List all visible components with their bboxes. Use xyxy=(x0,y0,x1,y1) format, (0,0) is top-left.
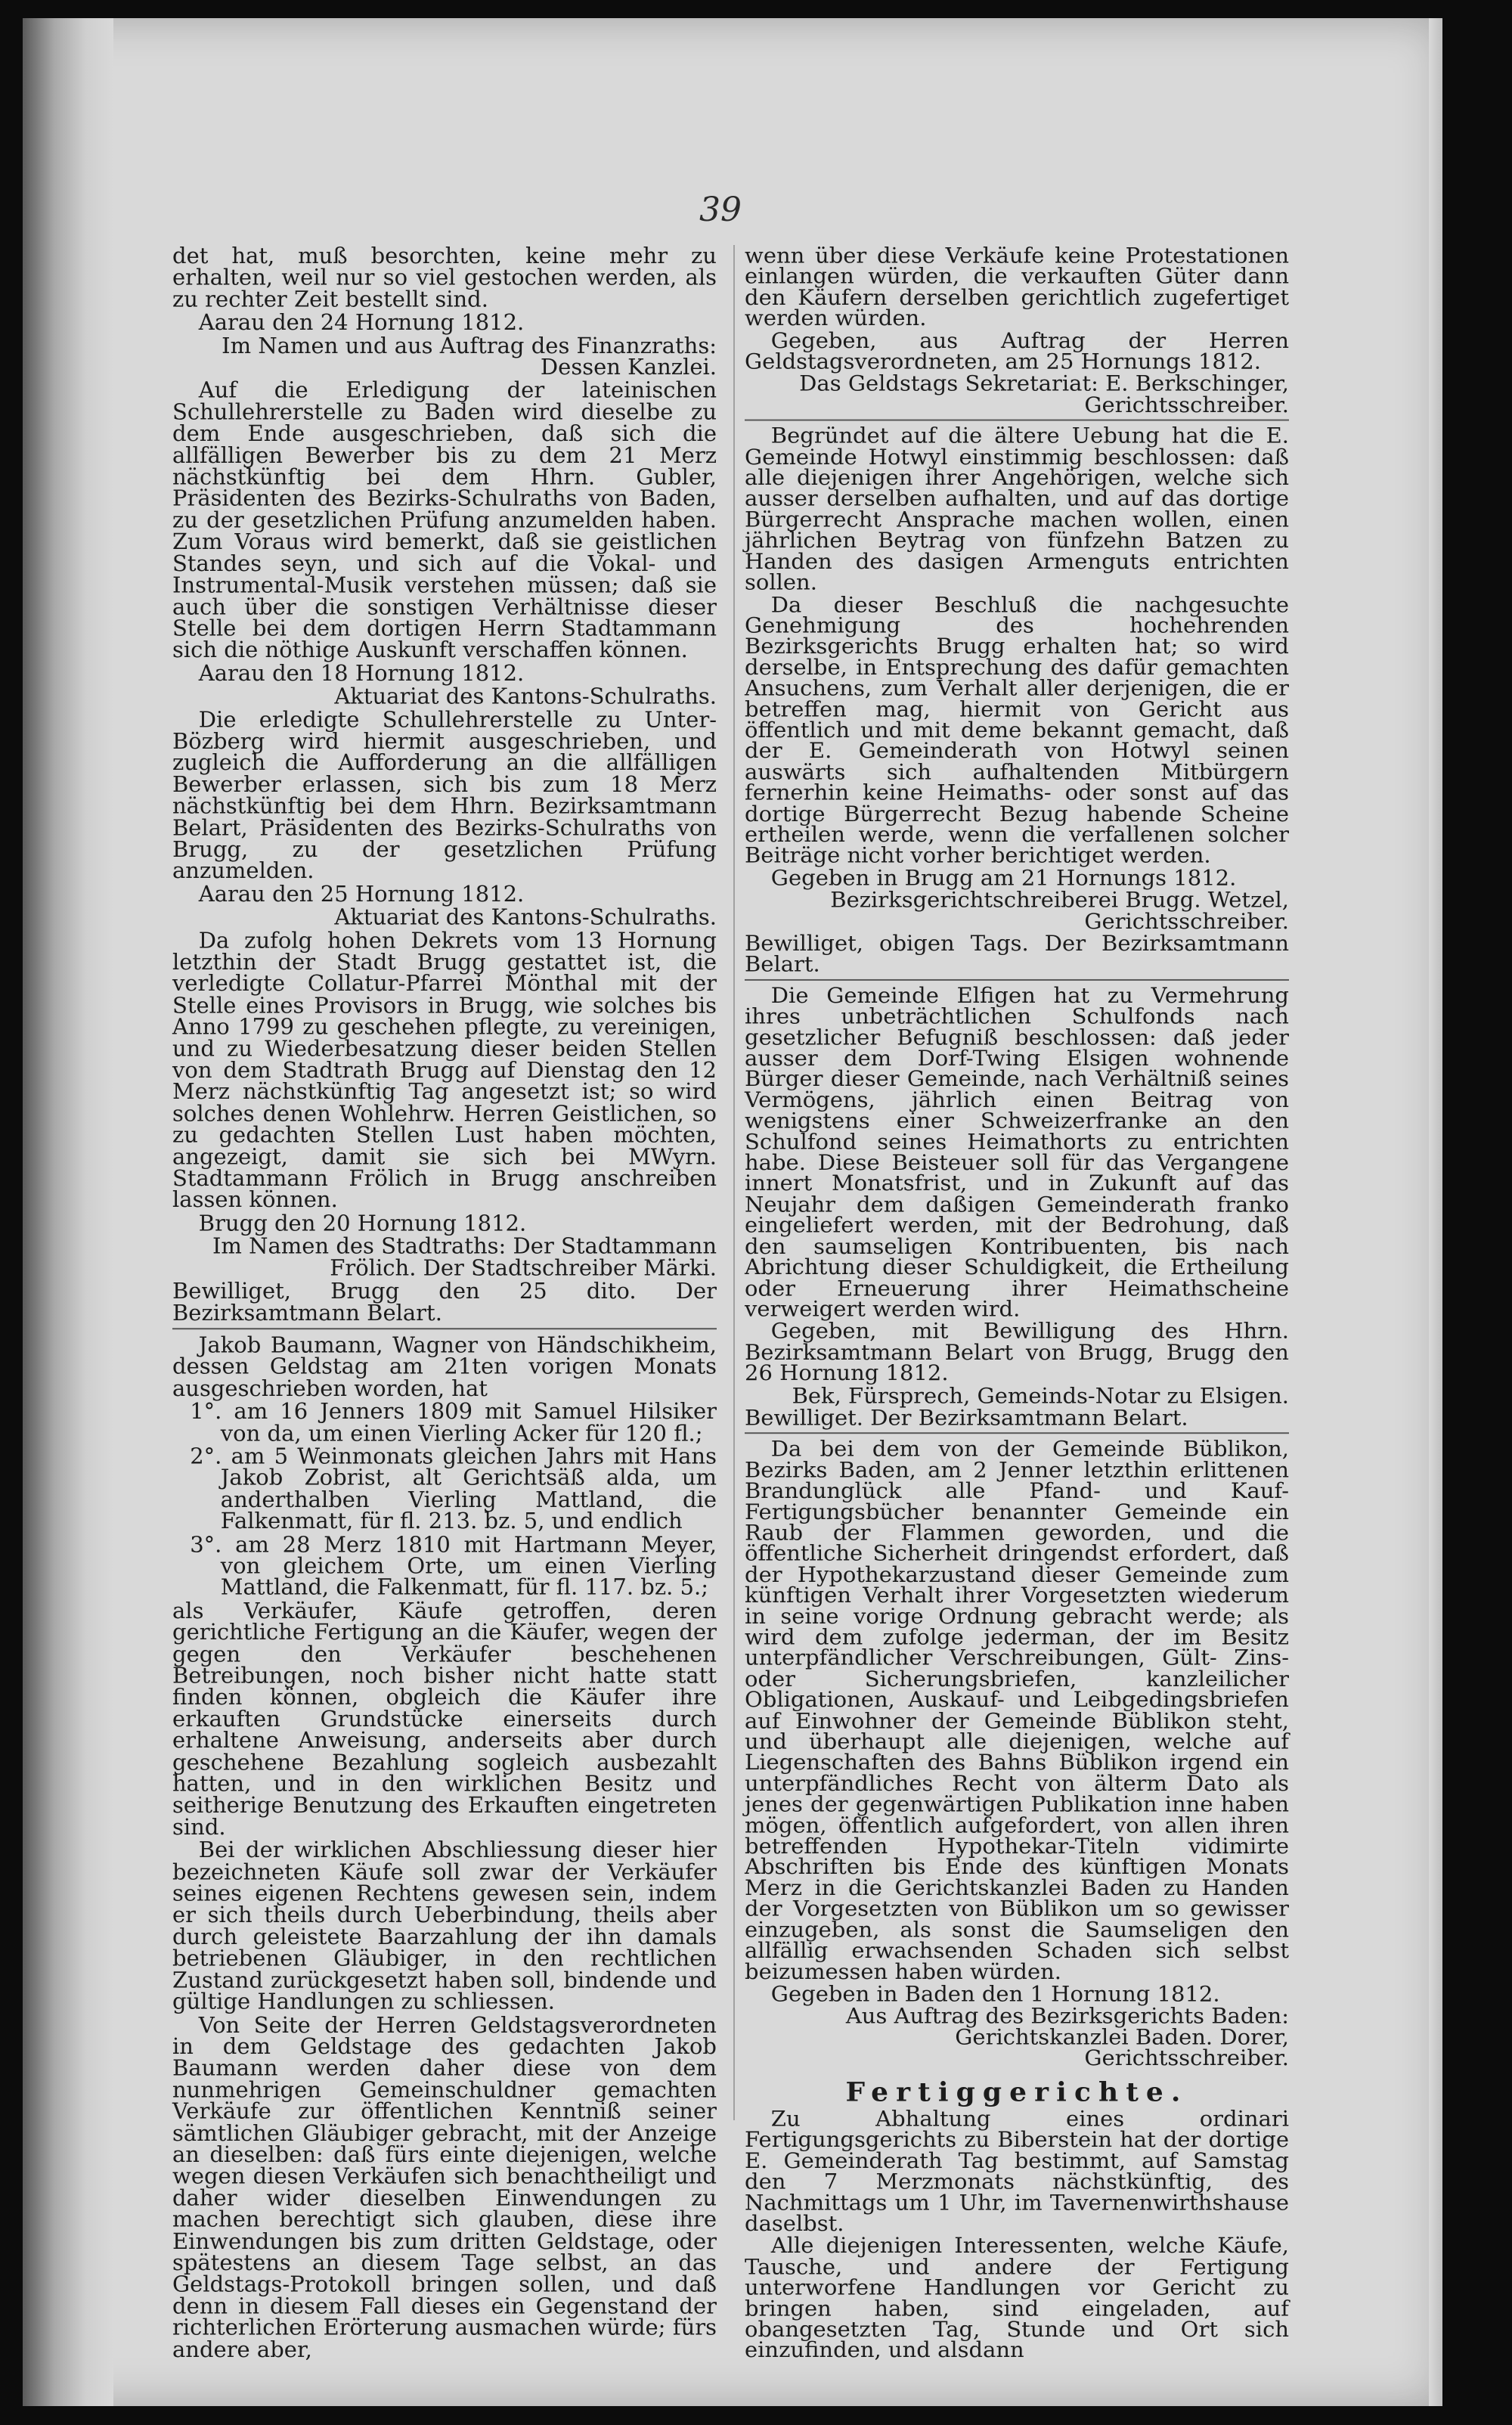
paragraph: Da dieser Beschluß die nachgesuchte Genehmigung des hochehrenden Bezirksgerichts Brugg erhalten hat; so wird derselbe, in Entsprechung des dafür gemachten Ansuchens, zum Verhalt aller derjenigen, die er betreffen mag, hiermit von Gericht aus öffentlich und mit deme bekannt gemacht, daß der E. Gemeinderath von Hotwyl seinen auswärts sich aufhaltenden Mitbürgern fernerhin keine Heimaths- oder sonst auf das dortige Bürgerrecht Bezug habende Scheine ertheilen werde, wenn die verfallenen solcher Beiträge nicht vorher berichtiget werden. xyxy=(745,591,1289,868)
paragraph: Alle diejenigen Interessenten, welche Käufe, Tausche, und andere der Fertigung unterworfene Handlungen vor Gericht zu bringen haben, sind eingeladen, auf obangesetzten Tag, Stunde und Ort sich einzufinden, und alsdann xyxy=(745,2233,1289,2363)
newspaper-page xyxy=(23,18,1442,2406)
paragraph: als Verkäufer, Käufe getroffen, deren gerichtliche Fertigung an die Käufer, wegen der gegen den Verkäufer beschehenen Betreibungen, noch bisher nicht hatte statt finden können, obgleich die Käufer ihre erkauften Grundstücke einerseits durch erhaltene Anweisung, anderseits aber durch geschehene Bezahlung sogleich ausbezahlt hatten, und in den wirklichen Besitz und seitherige Benutzung des Erkauften eingetreten sind. xyxy=(172,1597,717,1840)
paragraph: Die erledigte Schullehrerstelle zu Unter-Bözberg wird hiermit ausgeschrieben, und zugleich die Aufforderung an die allfälligen Bewerber erlassen, sich bis zum 18 Merz nächstkünftig bei dem Hhrn. Bezirksamtmann Belart, Präsidenten des Bezirks-Schulraths von Brugg, zu der gesetzlichen Prüfung anzumelden. xyxy=(172,705,717,884)
paragraph: 2°. am 5 Weinmonats gleichen Jahrs mit Hans Jakob Zobrist, alt Gerichtsäß alda, um anderthalben Vierling Mattland, die Falkenmatt, für fl. 213. bz. 5, und endlich xyxy=(190,1443,717,1534)
paragraph: Brugg den 20 Hornung 1812. xyxy=(198,1209,527,1236)
paragraph: Das Geldstags Sekretariat: E. Berkschinger, Gerichtsschreiber. xyxy=(799,371,1289,417)
paragraph: wenn über diese Verkäufe keine Protestationen einlangen würden, die verkauften Güter dann den Käufern derselben gerichtlich zugefertiget werden würden. xyxy=(745,243,1289,331)
paragraph: Gegeben, aus Auftrag der Herren Geldstagsverordneten, am 25 Hornungs 1812. xyxy=(745,327,1289,374)
paragraph: Bezirksgerichtschreiberei Brugg. Wetzel, Gerichtsschreiber. xyxy=(830,887,1289,934)
paragraph: 3°. am 28 Merz 1810 mit Hartmann Meyer, von gleichem Orte, um einen Vierling Mattland, die Falkenmatt, für fl. 117. bz. 5.; xyxy=(190,1530,717,1601)
paragraph: Im Namen und aus Auftrag des Finanzraths: Dessen Kanzlei. xyxy=(222,332,717,380)
section-rule xyxy=(745,979,1289,981)
page-number: 39 xyxy=(699,191,742,229)
paragraph: Begründet auf die ältere Uebung hat die E. Gemeinde Hotwyl einstimmig beschlossen: daß alle diejenigen ihrer Angehörigen, welche sich ausser derselben aufhalten, und auf das dortige Bürgerrecht Ansprache machen wollen, einen jährlichen Beytrag von fünfzehn Batzen zu Handen des dasigen Armenguts entrichten sollen. xyxy=(745,423,1289,595)
paragraph: Da zufolg hohen Dekrets vom 13 Hornung letzthin der Stadt Brugg gestattet ist, die verledigte Collatur-Pfarrei Mönthal mit der Stelle eines Provisors in Brugg, wie solches bis Anno 1799 zu geschehen pflegte, zu vereinigen, und zu Wiederbesatzung dieser beiden Stellen von dem Stadtrath Brugg auf Dienstag den 12 Merz nächstkünftig Tag angesetzt ist; so wird solches denen Wohlehrw. Herren Geistlichen, so zu gedachten Stellen Lust haben möchten, angezeigt, damit sie sich bei MWyrn. Stadtammann Frölich in Brugg anschreiben lassen können. xyxy=(172,927,717,1213)
paragraph: 1°. am 16 Jenners 1809 mit Samuel Hilsiker von da, um einen Vierling Acker für 120 fl.; xyxy=(190,1398,717,1446)
paragraph: Gegeben, mit Bewilligung des Hhrn. Bezirksamtmann Belart von Brugg, Brugg den 26 Hornung 1812. xyxy=(745,1318,1289,1386)
paragraph: Aktuariat des Kantons-Schulraths. xyxy=(334,904,717,930)
section-rule xyxy=(745,1433,1289,1434)
paragraph: Aarau den 18 Hornung 1812. xyxy=(198,659,525,686)
paragraph: Bek, Fürsprech, Gemeinds-Notar zu Elsigen. xyxy=(792,1382,1289,1408)
right-column xyxy=(745,245,1289,2362)
paragraph: Bewilliget. Der Bezirksamtmann Belart. xyxy=(745,1405,1188,1431)
paragraph: det hat, muß besorchten, keine mehr zu erhalten, weil nur so viel gestochen werden, als zu rechter Zeit bestellt sind. xyxy=(172,242,717,312)
left-column xyxy=(172,242,717,2362)
paragraph: Da bei dem von der Gemeinde Büblikon, Bezirks Baden, am 2 Jenner letzthin erlittenen Brandunglück alle Pfand- und Kauf-Fertigungsbücher benannter Gemeinde ein Raub der Flammen geworden, und die öffentliche Sicherheit dringendst erfordert, daß der Hypothekarzustand dieser Gemeinde zum künftigen Verhalt ihrer Vorgesetzten wiederum in seine vorige Ordnung gebracht werde; als wird dem zufolge jederman, der im Besitz unterpfändlicher Verschreibungen, Gült- Zins- oder Sicherungsbriefen, kanzleilicher Obligationen, Auskauf- und Leibgedingsbriefen auf Einwohner der Gemeinde Büblikon steht, und überhaupt alle diejenigen, welche auf Liegenschaften des Bahns Büblikon irgend ein unterpfändliches Recht von älterm Dato als jenes der gegenwärtigen Publikation inne haben mögen, öffentlich aufgefordert, von allen ihren betreffenden Hypothekar-Titeln vidimirte Abschriften bis Ende des künftigen Monats Merz in die Gerichtskanzlei Baden zu Handen der Vorgesetzten von Büblikon um so gewisser einzugeben, als sonst die Saumseligen den allfällig erwachsenden Schaden sich selbst beizumessen haben würden. xyxy=(745,1436,1289,1984)
paragraph: Aktuariat des Kantons-Schulraths. xyxy=(334,683,717,709)
column-divider xyxy=(733,245,735,2120)
paragraph: Im Namen des Stadtraths: Der Stadtammann Frölich. Der Stadtschreiber Märki. xyxy=(212,1233,717,1281)
paragraph: Auf die Erledigung der lateinischen Schullehrerstelle zu Baden wird dieselbe zu dem Ende ausgeschrieben, daß sich die allfälligen Bewerber bis zu dem 21 Merz nächstkünftig bei dem Hhrn. Gubler, Präsidenten des Bezirks-Schulraths von Baden, zu der gesetzlichen Prüfung anzumelden haben. Zum Voraus wird bemerkt, daß sie geistlichen Standes seyn, und sich auf die Vokal- und Instrumental-Musik verstehen müssen; daß sie auch über die sonstigen Verhältnisse dieser Stelle bei dem dortigen Herrn Stadtammann sich die nöthige Auskunft verschaffen können. xyxy=(172,377,717,663)
section-heading: Fertiggerichte. xyxy=(845,2076,1188,2107)
paragraph: Bewilliget, Brugg den 25 dito. Der Bezirksamtmann Belart. xyxy=(172,1277,717,1326)
paragraph: Gegeben in Brugg am 21 Hornungs 1812. xyxy=(770,864,1237,891)
page-spine-shadow xyxy=(23,18,113,2406)
paragraph: Bei der wirklichen Abschliessung dieser hier bezeichneten Käufe soll zwar der Verkäufer seines eigenen Rechtens gewesen sein, indem er sich theils durch Ueberbindung, theils aber durch geleistete Baarzahlung der ihn damals betriebenen Gläubiger, in den rechtlichen Zustand zurückgesetzt haben soll, bindende und gültige Handlungen zu schliessen. xyxy=(172,1837,717,2014)
paragraph: Aarau den 24 Hornung 1812. xyxy=(198,309,525,336)
paragraph: Die Gemeinde Elfigen hat zu Vermehrung ihres unbeträchtlichen Schulfonds nach gesetzlicher Befugniß beschlossen: daß jeder ausser dem Dorf-Twing Elsigen wohnende Bürger dieser Gemeinde, nach Verhältniß seines Vermögens, jährlich einen Beitrag von wenigstens einer Schweizerfranke an den Schulfond seines Heimathorts zu entrichten habe. Diese Beisteuer soll für das Vergangene innert Monatsfrist, und in Zukunft auf das Neujahr dem daßigen Gemeinderath franko eingeliefert werden, mit der Bedrohung, daß den saumseligen Kontribuenten, bis nach Abrichtung dieser Schuldigkeit, die Ertheilung oder Erneuerung ihrer Heimathscheine verweigert werden wird. xyxy=(745,982,1289,1322)
paragraph: Aus Auftrag des Bezirksgerichts Baden: Gerichtskanzlei Baden. Dorer, Gerichtsschreiber. xyxy=(845,2003,1289,2070)
section-rule xyxy=(172,1328,717,1329)
paragraph: Bewilliget, obigen Tags. Der Bezirksamtmann Belart. xyxy=(745,930,1289,977)
section-rule xyxy=(745,420,1289,421)
paragraph: Gegeben in Baden den 1 Hornung 1812. xyxy=(770,1980,1220,2007)
paragraph: Aarau den 25 Hornung 1812. xyxy=(198,880,525,907)
page-edge xyxy=(1429,18,1442,2406)
paragraph: Von Seite der Herren Geldstagsverordneten in dem Geldstage des gedachten Jakob Baumann werden daher diese von dem nunmehrigen Gemeinschuldner gemachten Verkäufe zur öffentlichen Kenntniß seiner sämtlichen Gläubiger gebracht, mit der Anzeige an dieselben: daß fürs einte diejenigen, welche wegen diesen Verkäufen sich benachtheiligt und daher wider dieselben Einwendungen zu machen berechtigt sich glauben, diese ihre Einwendungen bis zum dritten Geldstage, oder spätestens an diesem Tage selbst, an das Geldstags-Protokoll bringen sollen, und daß denn in diesem Fall dieses ein Gegenstand der richterlichen Erörterung ausmachen würde; fürs andere aber, xyxy=(172,2011,717,2362)
paragraph: Jakob Baumann, Wagner von Händschikheim, dessen Geldstag am 21ten vorigen Monats ausgeschrieben worden, hat xyxy=(172,1332,717,1401)
paragraph: Zu Abhaltung eines ordinari Fertigungsgerichts zu Biberstein hat der dortige E. Gemeinderath Tag bestimmt, auf Samstag den 7 Merzmonats nächstkünftig, des Nachmittags um 1 Uhr, im Tavernenwirthshause daselbst. xyxy=(745,2106,1289,2236)
